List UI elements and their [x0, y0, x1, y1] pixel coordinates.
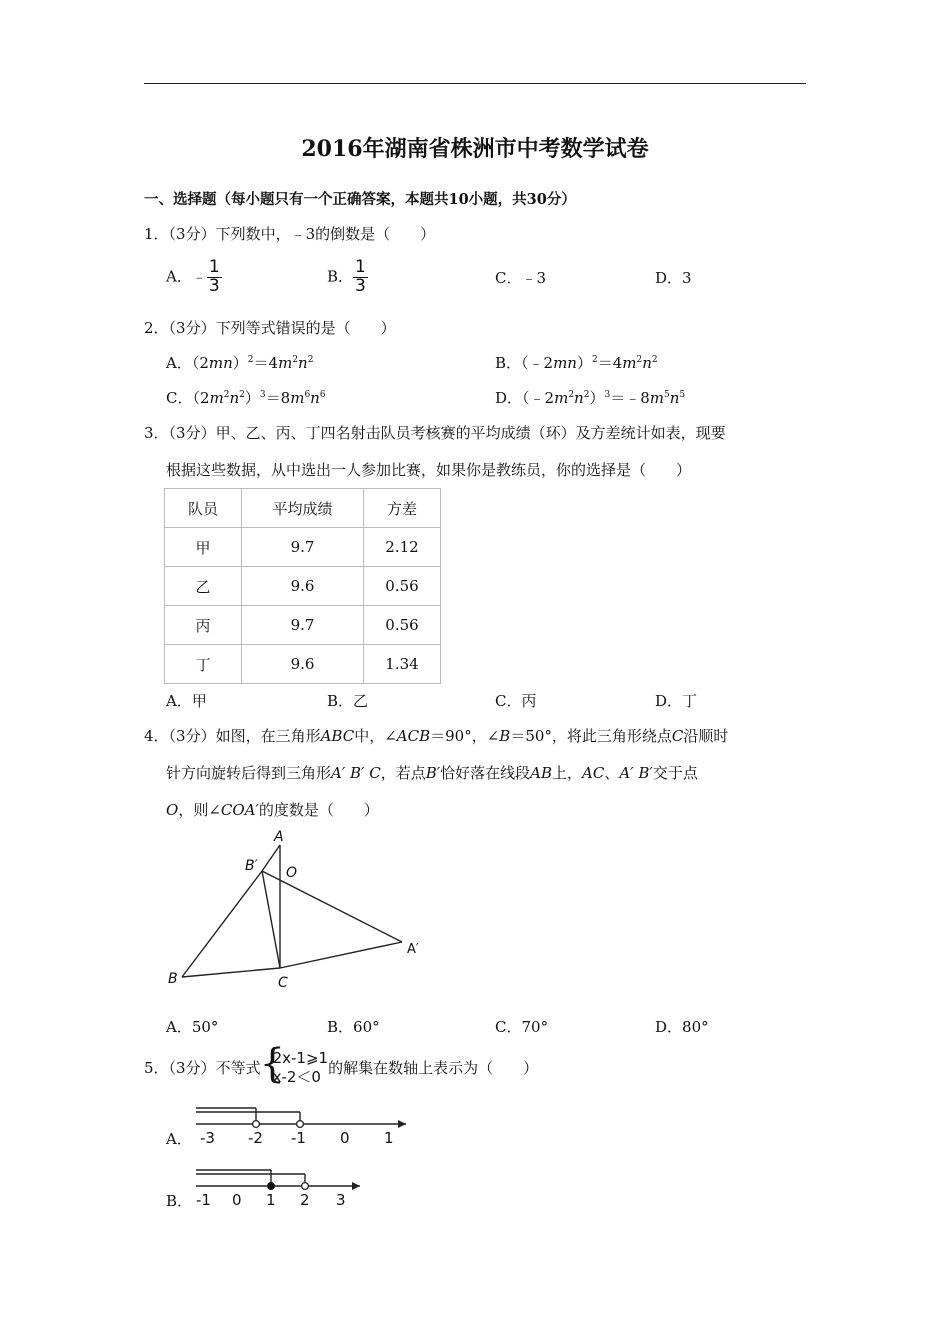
table-cell: 9.6: [242, 567, 364, 606]
q4-stem-line2: 针方向旋转后得到三角形A′ B′ C，若点B′恰好落在线段AB上，AC、A′ B′交于点: [166, 764, 698, 782]
table-cell: 9.7: [242, 606, 364, 645]
tick-label: 1: [266, 1191, 276, 1209]
q2-option-a[interactable]: A．$(2mn)^2=4m^2n^2$: [166, 354, 314, 372]
table-cell: 丁: [165, 645, 242, 684]
inequality-system: { 2x-1⩾1 x-2＜0: [259, 1041, 329, 1087]
open-point: [297, 1121, 304, 1128]
tick-label: -3: [200, 1129, 215, 1147]
table-cell: 丙: [165, 606, 242, 645]
tick-label: 3: [336, 1191, 346, 1209]
brace-icon: {: [259, 1041, 286, 1087]
label-A: A: [274, 829, 284, 845]
q3-stem-line1: 3．（3分）甲、乙、丙、丁四名射击队员考核赛的平均成绩（环）及方差统计如表，现要: [144, 424, 726, 442]
tick-label: 0: [232, 1191, 242, 1209]
tick-label: 2: [300, 1191, 310, 1209]
q4-stem-line3: O，则∠COA′的度数是（ ）: [166, 801, 379, 819]
q3-option-b[interactable]: B．乙: [327, 692, 369, 710]
q1-option-b[interactable]: B． $\frac{1}{3}$: [327, 257, 366, 296]
q4-stem-line1: 4．（3分）如图，在三角形ABC中，∠ACB＝90°，∠B＝50°，将此三角形绕点C沿顺时: [144, 727, 729, 745]
page-title: 2016年湖南省株洲市中考数学试卷: [301, 136, 649, 162]
segment-BpAp: [262, 871, 402, 942]
segment-CAp: [280, 942, 402, 968]
table-header: 队员: [165, 489, 242, 528]
q1-a-sign: ﹣: [191, 267, 207, 286]
q5-option-b-label[interactable]: B．: [166, 1192, 193, 1210]
table-cell: 0.56: [364, 606, 441, 645]
q1-option-d[interactable]: D．3: [655, 269, 692, 287]
q3-option-a[interactable]: A．甲: [166, 692, 207, 710]
q3-stem-line2: 根据这些数据，从中选出一人参加比赛，如果你是教练员，你的选择是（ ）: [166, 461, 692, 479]
tick-label: 0: [340, 1129, 350, 1147]
table-cell: 1.34: [364, 645, 441, 684]
segment-BBp: [182, 871, 262, 977]
header-rule: [144, 83, 806, 84]
table-row: [165, 528, 441, 567]
table-cell: 9.7: [242, 528, 364, 567]
q5-stem: 5．（3分）不等式 { 2x-1⩾1 x-2＜0 的解集在数轴上表示为（ ）: [144, 1041, 539, 1087]
label-Ap: A′: [407, 942, 419, 957]
q5-option-a-label[interactable]: A．: [166, 1130, 192, 1148]
table-row: [165, 606, 441, 645]
q4-option-d[interactable]: D．80°: [655, 1018, 709, 1036]
label-Bp: B′: [245, 858, 258, 874]
closed-point: [268, 1183, 275, 1190]
segment-BpC: [262, 871, 280, 968]
table-cell: 2.12: [364, 528, 441, 567]
q2-option-c[interactable]: C．$(2m^2n^2)^3=8m^6n^6$: [166, 389, 326, 407]
q1-a-fraction: $\frac{1}{3}$: [208, 257, 220, 296]
tick-label: -1: [196, 1191, 211, 1209]
table-cell: 9.6: [242, 645, 364, 684]
table-cell: 乙: [165, 567, 242, 606]
q2-option-d[interactable]: D．$(﹣2m^2n^2)^3=﹣8m^5n^5$: [495, 389, 686, 407]
q3-option-c[interactable]: C．丙: [495, 692, 537, 710]
q1-option-a[interactable]: A．﹣ $\frac{1}{3}$: [166, 257, 220, 296]
table-header-row: [165, 489, 441, 528]
q5-option-a-number-line[interactable]: [190, 1100, 420, 1148]
table-row: [165, 567, 441, 606]
q1-option-c[interactable]: C．﹣3: [495, 269, 547, 287]
q4-option-c[interactable]: C．70°: [495, 1018, 549, 1036]
section-heading: 一、选择题（每小题只有一个正确答案，本题共10小题，共30分）: [144, 191, 576, 208]
table-row: [165, 645, 441, 684]
tick-label: 1: [384, 1129, 394, 1147]
q4-option-b[interactable]: B．60°: [327, 1018, 380, 1036]
tick-label: -1: [291, 1129, 306, 1147]
q1-stem: 1．（3分）下列数中，﹣3的倒数是（ ）: [144, 225, 436, 243]
q3-option-d[interactable]: D．丁: [655, 692, 698, 710]
tick-label: -2: [248, 1129, 263, 1147]
table-cell: 甲: [165, 528, 242, 567]
segment-BC: [182, 968, 280, 977]
arrow-icon: [398, 1120, 406, 1128]
open-point: [253, 1121, 260, 1128]
open-point: [302, 1183, 309, 1190]
table-header: 方差: [364, 489, 441, 528]
label-C: C: [278, 975, 288, 991]
q5-option-b-number-line[interactable]: [190, 1162, 370, 1210]
q4-option-a[interactable]: A．50°: [166, 1018, 219, 1036]
arrow-icon: [352, 1182, 360, 1190]
q1-b-fraction: $\frac{1}{3}$: [355, 257, 366, 296]
q4-triangle-figure: [160, 825, 440, 995]
q2-option-b[interactable]: B．$(﹣2mn)^2=4m^2n^2$: [495, 354, 658, 372]
q2-stem: 2．（3分）下列等式错误的是（ ）: [144, 319, 396, 337]
label-O: O: [286, 865, 298, 881]
q3-score-table: [164, 488, 441, 684]
table-header: 平均成绩: [242, 489, 364, 528]
label-B: B: [168, 971, 178, 987]
table-cell: 0.56: [364, 567, 441, 606]
segment-BpA: [262, 845, 280, 871]
